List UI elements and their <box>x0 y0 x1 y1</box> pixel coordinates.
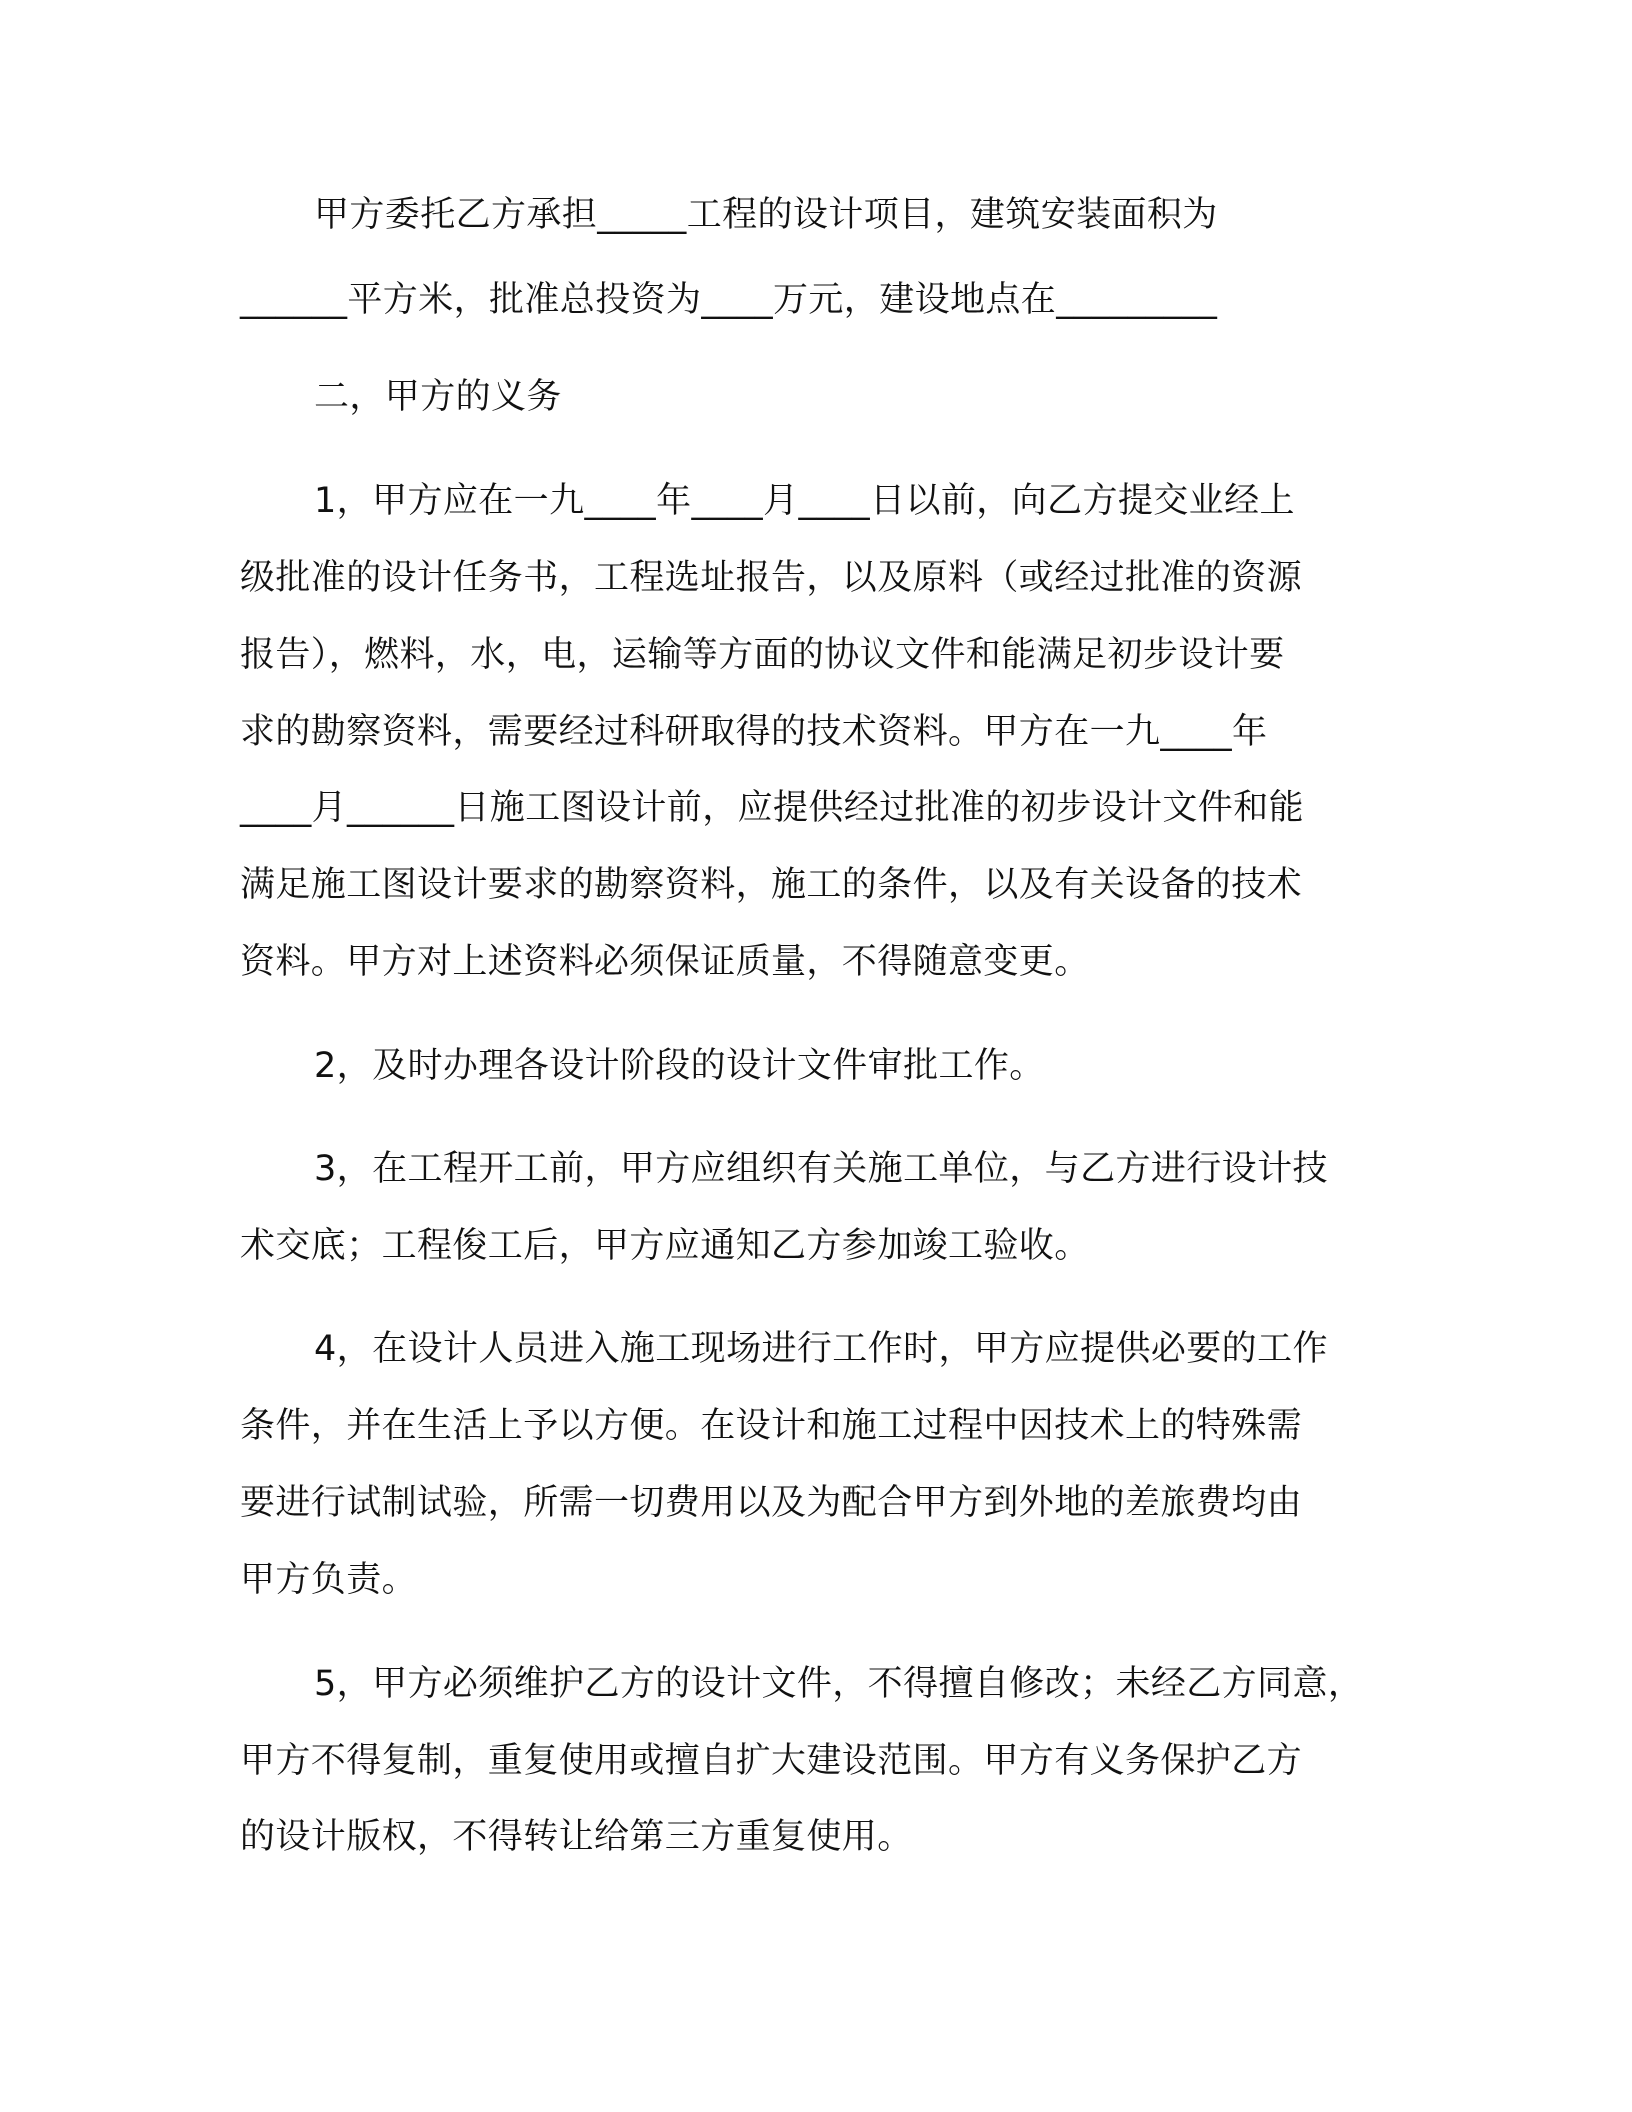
text-line: 3，在工程开工前，甲方应组织有关施工单位，与乙方进行设计技 <box>314 1149 1328 1189</box>
text-line: 满足施工图设计要求的勘察资料，施工的条件，以及有关设备的技术 <box>240 865 1303 905</box>
text-line: ______平方米，批准总投资为____万元，建设地点在_________ <box>240 280 1218 320</box>
text-line: 2，及时办理各设计阶段的设计文件审批工作。 <box>314 1046 1045 1086</box>
text-line: 甲方不得复制，重复使用或擅自扩大建设范围。甲方有义务保护乙方 <box>240 1741 1303 1781</box>
section-heading: 二，甲方的义务 <box>314 377 562 417</box>
text-line: 的设计版权，不得转让给第三方重复使用。 <box>240 1817 913 1857</box>
text-line: 求的勘察资料，需要经过科研取得的技术资料。甲方在一九____年 <box>240 712 1268 752</box>
text-line: 级批准的设计任务书，工程选址报告，以及原料（或经过批准的资源 <box>240 558 1303 598</box>
text-line: 1，甲方应在一九____年____月____日以前，向乙方提交业经上 <box>314 481 1295 521</box>
text-line: 4，在设计人员进入施工现场进行工作时，甲方应提供必要的工作 <box>314 1329 1328 1369</box>
text-line: 5，甲方必须维护乙方的设计文件，不得擅自修改；未经乙方同意， <box>314 1664 1364 1704</box>
text-line: 术交底；工程俊工后，甲方应通知乙方参加竣工验收。 <box>240 1226 1090 1266</box>
text-line: 要进行试制试验，所需一切费用以及为配合甲方到外地的差旅费均由 <box>240 1483 1303 1523</box>
text-line: 条件，并在生活上予以方便。在设计和施工过程中因技术上的特殊需 <box>240 1406 1303 1446</box>
text-line: 报告），燃料，水，电，运输等方面的协议文件和能满足初步设计要 <box>240 635 1285 675</box>
text-line: 甲方负责。 <box>240 1560 418 1600</box>
text-line: 资料。甲方对上述资料必须保证质量，不得随意变更。 <box>240 942 1090 982</box>
text-line: 甲方委托乙方承担_____工程的设计项目，建筑安装面积为 <box>314 195 1218 235</box>
text-line: ____月______日施工图设计前，应提供经过批准的初步设计文件和能 <box>240 788 1305 828</box>
